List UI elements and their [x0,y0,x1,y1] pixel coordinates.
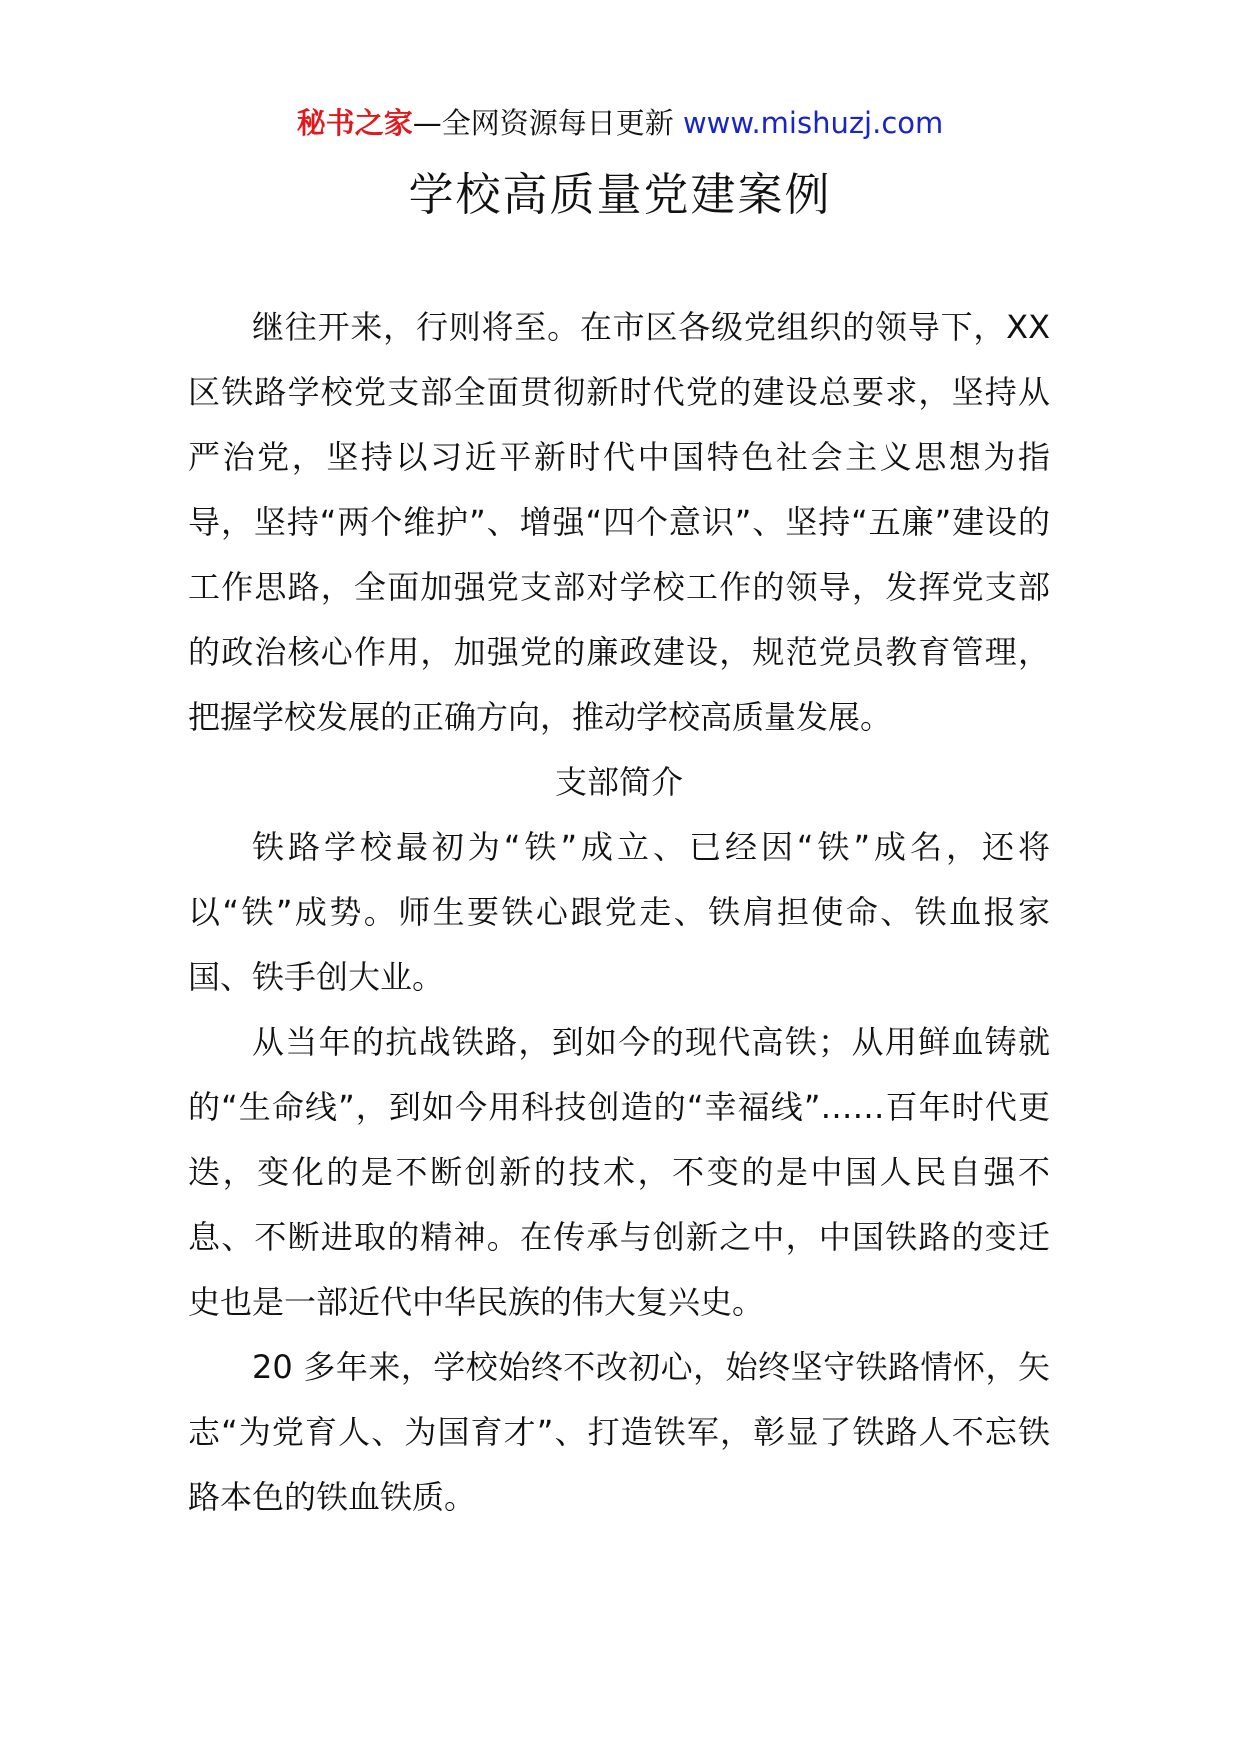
header-slogan: —全网资源每日更新 [412,106,674,140]
intro-paragraph: 继往开来，行则将至。在市区各级党组织的领导下，XX 区铁路学校党支部全面贯彻新时代党的建设总要求，坚持从严治党，坚持以习近平新时代中国特色社会主义思想为指导，坚持“两个维护”、增强“四个意识”、坚持“五廉”建设的工作思路，全面加强党支部对学校工作的领导，发挥党支部的政治核心作用，加强党的廉政建设，规范党员教育管理，把握学校发展的正确方向，推动学校高质量发展。 [188,308,1050,736]
document-title: 学校高质量党建案例 [408,168,832,221]
section-paragraph-3: 20 多年来，学校始终不改初心，始终坚守铁路情怀，矢志“为党育人、为国育才”、打造铁军，彰显了铁路人不忘铁路本色的铁血铁质。 [188,1348,1050,1516]
document-body [188,295,1050,1530]
site-url-link[interactable]: www.mishuzj.com [682,106,944,140]
brand-name: 秘书之家 [296,106,413,140]
section-paragraph-2: 从当年的抗战铁路，到如今的现代高铁；从用鲜血铸就的“生命线”，到如今用科技创造的“幸福线”……百年时代更迭，变化的是不断创新的技术，不变的是中国人民自强不息、不断进取的精神。在传承与创新之中，中国铁路的变迁史也是一部近代中华民族的伟大复兴史。 [188,1023,1050,1321]
site-header [0,98,1240,148]
section-heading: 支部简介 [554,763,683,801]
section-paragraph-1: 铁路学校最初为“铁”成立、已经因“铁”成名，还将以“铁”成势。师生要铁心跟党走、铁肩担使命、铁血报家国、铁手创大业。 [188,828,1050,996]
